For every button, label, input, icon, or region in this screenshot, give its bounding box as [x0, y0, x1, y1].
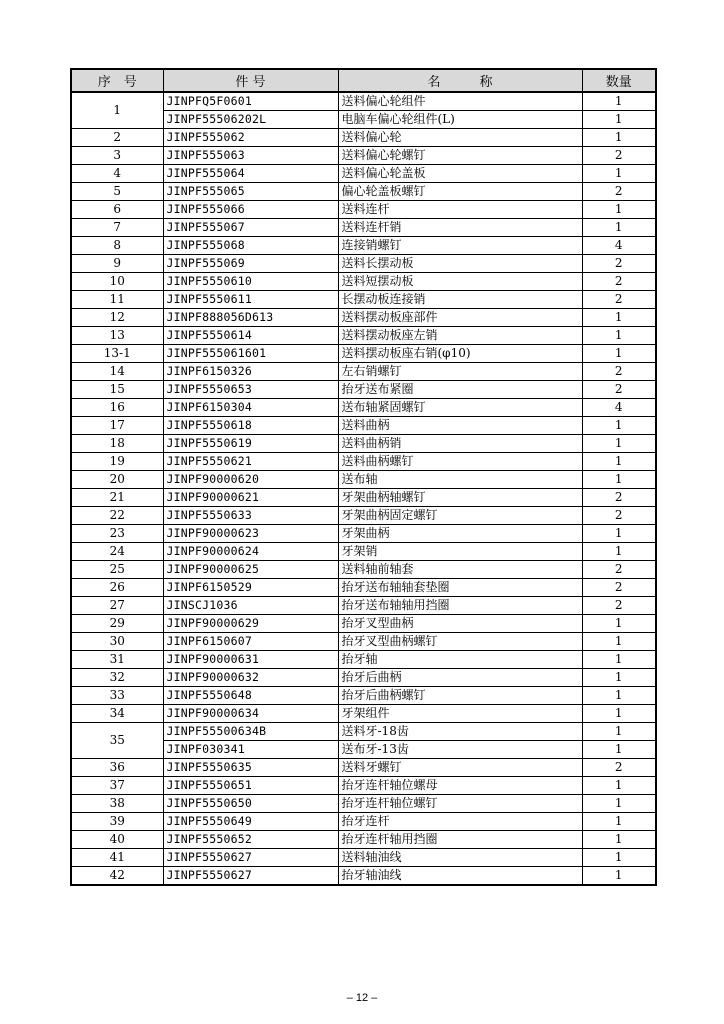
cell-name: 牙架曲柄: [338, 525, 582, 543]
cell-quantity: 1: [582, 651, 656, 669]
cell-name: 送料连杆: [338, 201, 582, 219]
cell-no: 39: [71, 813, 163, 831]
cell-no: 37: [71, 777, 163, 795]
cell-quantity: 4: [582, 399, 656, 417]
cell-name: 抬牙叉型曲柄: [338, 615, 582, 633]
cell-quantity: 1: [582, 777, 656, 795]
cell-no: 32: [71, 669, 163, 687]
cell-name: 牙架销: [338, 543, 582, 561]
table-row: [71, 327, 656, 345]
table-row: [71, 399, 656, 417]
cell-quantity: 1: [582, 741, 656, 759]
cell-part-number: JINPF90000631: [163, 651, 338, 669]
cell-name: 送料曲柄销: [338, 435, 582, 453]
cell-name: 抬牙连杆轴位螺母: [338, 777, 582, 795]
cell-quantity: 2: [582, 507, 656, 525]
table-row: [71, 219, 656, 237]
cell-no: 17: [71, 417, 163, 435]
table-row: [71, 291, 656, 309]
cell-part-number: JINPFQ5F0601: [163, 92, 338, 111]
cell-quantity: 1: [582, 669, 656, 687]
cell-name: 抬牙叉型曲柄螺钉: [338, 633, 582, 651]
cell-name: 送料牙-18齿: [338, 723, 582, 741]
cell-name: 送料曲柄: [338, 417, 582, 435]
cell-part-number: JINPF5550652: [163, 831, 338, 849]
cell-name: 送料摆动板座左销: [338, 327, 582, 345]
cell-name: 偏心轮盖板螺钉: [338, 183, 582, 201]
cell-name: 抬牙连杆轴位螺钉: [338, 795, 582, 813]
table-row: [71, 597, 656, 615]
cell-quantity: 1: [582, 92, 656, 111]
cell-quantity: 1: [582, 525, 656, 543]
cell-name: 左右销螺钉: [338, 363, 582, 381]
cell-quantity: 1: [582, 543, 656, 561]
cell-name: 送布牙-13齿: [338, 741, 582, 759]
cell-quantity: 1: [582, 849, 656, 867]
table-row: [71, 849, 656, 867]
table-row: [71, 453, 656, 471]
cell-part-number: JINPF6150529: [163, 579, 338, 597]
parts-table: [70, 68, 657, 886]
table-row: [71, 201, 656, 219]
header-part-number: 件 号: [163, 69, 338, 92]
cell-part-number: JINPF90000625: [163, 561, 338, 579]
table-row: [71, 381, 656, 399]
table-row: [71, 309, 656, 327]
cell-no: 10: [71, 273, 163, 291]
table-row: [71, 705, 656, 723]
cell-quantity: 4: [582, 237, 656, 255]
cell-part-number: JINPF5550618: [163, 417, 338, 435]
cell-quantity: 2: [582, 597, 656, 615]
table-row: [71, 489, 656, 507]
cell-part-number: JINPF555061601: [163, 345, 338, 363]
cell-quantity: 2: [582, 363, 656, 381]
cell-part-number: JINPF555063: [163, 147, 338, 165]
cell-part-number: JINPF030341: [163, 741, 338, 759]
cell-name: 抬牙后曲柄: [338, 669, 582, 687]
cell-quantity: 1: [582, 111, 656, 129]
cell-name: 抬牙轴油线: [338, 867, 582, 886]
cell-no: 23: [71, 525, 163, 543]
table-row: [71, 363, 656, 381]
header-name: 名 称: [338, 69, 582, 92]
cell-quantity: 1: [582, 165, 656, 183]
cell-quantity: 1: [582, 867, 656, 886]
table-row: [71, 813, 656, 831]
cell-no: 35: [71, 723, 163, 759]
cell-quantity: 1: [582, 705, 656, 723]
cell-quantity: 1: [582, 615, 656, 633]
cell-quantity: 2: [582, 255, 656, 273]
cell-no: 8: [71, 237, 163, 255]
cell-name: 送料偏心轮: [338, 129, 582, 147]
cell-quantity: 1: [582, 417, 656, 435]
cell-part-number: JINPF5550648: [163, 687, 338, 705]
table-row: [71, 579, 656, 597]
table-row: [71, 831, 656, 849]
cell-part-number: JINPF5550650: [163, 795, 338, 813]
cell-quantity: 2: [582, 183, 656, 201]
table-row: [71, 867, 656, 886]
cell-name: 牙架曲柄轴螺钉: [338, 489, 582, 507]
cell-name: 送料曲柄螺钉: [338, 453, 582, 471]
cell-no: 7: [71, 219, 163, 237]
cell-part-number: JINPF555064: [163, 165, 338, 183]
cell-name: 抬牙送布轴轴套垫圈: [338, 579, 582, 597]
table-row: [71, 687, 656, 705]
table-row: [71, 723, 656, 741]
cell-no: 14: [71, 363, 163, 381]
cell-no: 13-1: [71, 345, 163, 363]
page-number: – 12 –: [346, 992, 378, 1004]
cell-name: 抬牙送布轴轴用挡圈: [338, 597, 582, 615]
cell-part-number: JINPF6150607: [163, 633, 338, 651]
cell-part-number: JINPF5550627: [163, 867, 338, 886]
cell-quantity: 1: [582, 129, 656, 147]
cell-part-number: JINPF5550627: [163, 849, 338, 867]
table-row: [71, 435, 656, 453]
table-row: [71, 345, 656, 363]
cell-no: 27: [71, 597, 163, 615]
table-row: [71, 669, 656, 687]
cell-quantity: 2: [582, 489, 656, 507]
cell-part-number: JINPF6150326: [163, 363, 338, 381]
cell-name: 送布轴紧固螺钉: [338, 399, 582, 417]
cell-no: 4: [71, 165, 163, 183]
header-quantity: 数量: [582, 69, 656, 92]
cell-name: 送料牙螺钉: [338, 759, 582, 777]
cell-name: 送布轴: [338, 471, 582, 489]
cell-quantity: 1: [582, 201, 656, 219]
cell-quantity: 1: [582, 453, 656, 471]
cell-name: 送料偏心轮组件: [338, 92, 582, 111]
cell-part-number: JINPF55500634B: [163, 723, 338, 741]
cell-quantity: 1: [582, 309, 656, 327]
table-row: [71, 561, 656, 579]
header-row: [71, 69, 656, 92]
cell-no: 5: [71, 183, 163, 201]
cell-no: 22: [71, 507, 163, 525]
cell-quantity: 2: [582, 759, 656, 777]
table-row: [71, 417, 656, 435]
table-row: [71, 165, 656, 183]
cell-quantity: 1: [582, 219, 656, 237]
cell-quantity: 2: [582, 579, 656, 597]
table-row: [71, 543, 656, 561]
table-row: [71, 759, 656, 777]
cell-name: 送料连杆销: [338, 219, 582, 237]
cell-part-number: JINPF888056D613: [163, 309, 338, 327]
cell-no: 29: [71, 615, 163, 633]
cell-no: 25: [71, 561, 163, 579]
cell-no: 2: [71, 129, 163, 147]
cell-part-number: JINPF555066: [163, 201, 338, 219]
cell-name: 抬牙送布紧圈: [338, 381, 582, 399]
table-row: [71, 255, 656, 273]
cell-name: 送料轴油线: [338, 849, 582, 867]
cell-part-number: JINPF555068: [163, 237, 338, 255]
cell-part-number: JINPF90000624: [163, 543, 338, 561]
table-row: [71, 129, 656, 147]
cell-part-number: JINPF5550614: [163, 327, 338, 345]
cell-name: 长摆动板连接销: [338, 291, 582, 309]
cell-name: 送料轴前轴套: [338, 561, 582, 579]
cell-part-number: JINPF555067: [163, 219, 338, 237]
cell-no: 13: [71, 327, 163, 345]
cell-name: 抬牙后曲柄螺钉: [338, 687, 582, 705]
table-row: [71, 525, 656, 543]
cell-no: 30: [71, 633, 163, 651]
cell-quantity: 1: [582, 723, 656, 741]
cell-part-number: JINPF90000632: [163, 669, 338, 687]
cell-quantity: 1: [582, 633, 656, 651]
table-row: [71, 92, 656, 111]
cell-no: 9: [71, 255, 163, 273]
cell-no: 34: [71, 705, 163, 723]
cell-part-number: JINPF5550621: [163, 453, 338, 471]
cell-name: 送料偏心轮螺钉: [338, 147, 582, 165]
cell-part-number: JINPF5550633: [163, 507, 338, 525]
table-row: [71, 777, 656, 795]
cell-no: 33: [71, 687, 163, 705]
table-row: [71, 273, 656, 291]
cell-part-number: JINPF5550619: [163, 435, 338, 453]
table-row: [71, 237, 656, 255]
cell-part-number: JINPF5550610: [163, 273, 338, 291]
cell-quantity: 2: [582, 147, 656, 165]
cell-name: 送料摆动板座右销(φ10): [338, 345, 582, 363]
cell-part-number: JINPF555069: [163, 255, 338, 273]
cell-part-number: JINPF5550635: [163, 759, 338, 777]
cell-name: 连接销螺钉: [338, 237, 582, 255]
table-row: [71, 615, 656, 633]
cell-quantity: 1: [582, 435, 656, 453]
cell-quantity: 1: [582, 687, 656, 705]
cell-no: 41: [71, 849, 163, 867]
cell-quantity: 1: [582, 831, 656, 849]
table-row: [71, 147, 656, 165]
cell-part-number: JINPF90000621: [163, 489, 338, 507]
cell-quantity: 1: [582, 327, 656, 345]
cell-quantity: 1: [582, 471, 656, 489]
cell-quantity: 2: [582, 273, 656, 291]
cell-no: 20: [71, 471, 163, 489]
cell-quantity: 2: [582, 291, 656, 309]
cell-name: 送料长摆动板: [338, 255, 582, 273]
table-row: [71, 651, 656, 669]
cell-quantity: 1: [582, 345, 656, 363]
cell-name: 电脑车偏心轮组件(L): [338, 111, 582, 129]
cell-quantity: 2: [582, 561, 656, 579]
cell-quantity: 1: [582, 813, 656, 831]
cell-part-number: JINPF5550611: [163, 291, 338, 309]
cell-no: 31: [71, 651, 163, 669]
cell-name: 送料偏心轮盖板: [338, 165, 582, 183]
table-row: [71, 633, 656, 651]
cell-no: 38: [71, 795, 163, 813]
table-row: [71, 183, 656, 201]
cell-part-number: JINPF90000629: [163, 615, 338, 633]
cell-no: 3: [71, 147, 163, 165]
cell-no: 6: [71, 201, 163, 219]
cell-name: 牙架组件: [338, 705, 582, 723]
cell-part-number: JINPF5550649: [163, 813, 338, 831]
cell-part-number: JINPF90000620: [163, 471, 338, 489]
cell-no: 11: [71, 291, 163, 309]
cell-part-number: JINPF90000623: [163, 525, 338, 543]
cell-name: 牙架曲柄固定螺钉: [338, 507, 582, 525]
cell-no: 40: [71, 831, 163, 849]
cell-no: 42: [71, 867, 163, 886]
cell-no: 36: [71, 759, 163, 777]
cell-no: 12: [71, 309, 163, 327]
cell-part-number: JINPF555062: [163, 129, 338, 147]
cell-no: 15: [71, 381, 163, 399]
cell-quantity: 1: [582, 795, 656, 813]
cell-name: 送料摆动板座部件: [338, 309, 582, 327]
cell-part-number: JINPF55506202L: [163, 111, 338, 129]
cell-no: 19: [71, 453, 163, 471]
cell-part-number: JINPF555065: [163, 183, 338, 201]
cell-name: 抬牙连杆: [338, 813, 582, 831]
cell-part-number: JINPF5550653: [163, 381, 338, 399]
cell-no: 1: [71, 92, 163, 129]
cell-name: 送料短摆动板: [338, 273, 582, 291]
cell-part-number: JINSCJ1036: [163, 597, 338, 615]
table-row: [71, 471, 656, 489]
cell-part-number: JINPF6150304: [163, 399, 338, 417]
table-row: [71, 795, 656, 813]
cell-quantity: 2: [582, 381, 656, 399]
cell-no: 21: [71, 489, 163, 507]
cell-name: 抬牙轴: [338, 651, 582, 669]
table-row: [71, 507, 656, 525]
cell-no: 26: [71, 579, 163, 597]
cell-no: 24: [71, 543, 163, 561]
cell-name: 抬牙连杆轴用挡圈: [338, 831, 582, 849]
cell-no: 18: [71, 435, 163, 453]
cell-no: 16: [71, 399, 163, 417]
header-no: 序 号: [71, 69, 163, 92]
cell-part-number: JINPF5550651: [163, 777, 338, 795]
cell-part-number: JINPF90000634: [163, 705, 338, 723]
